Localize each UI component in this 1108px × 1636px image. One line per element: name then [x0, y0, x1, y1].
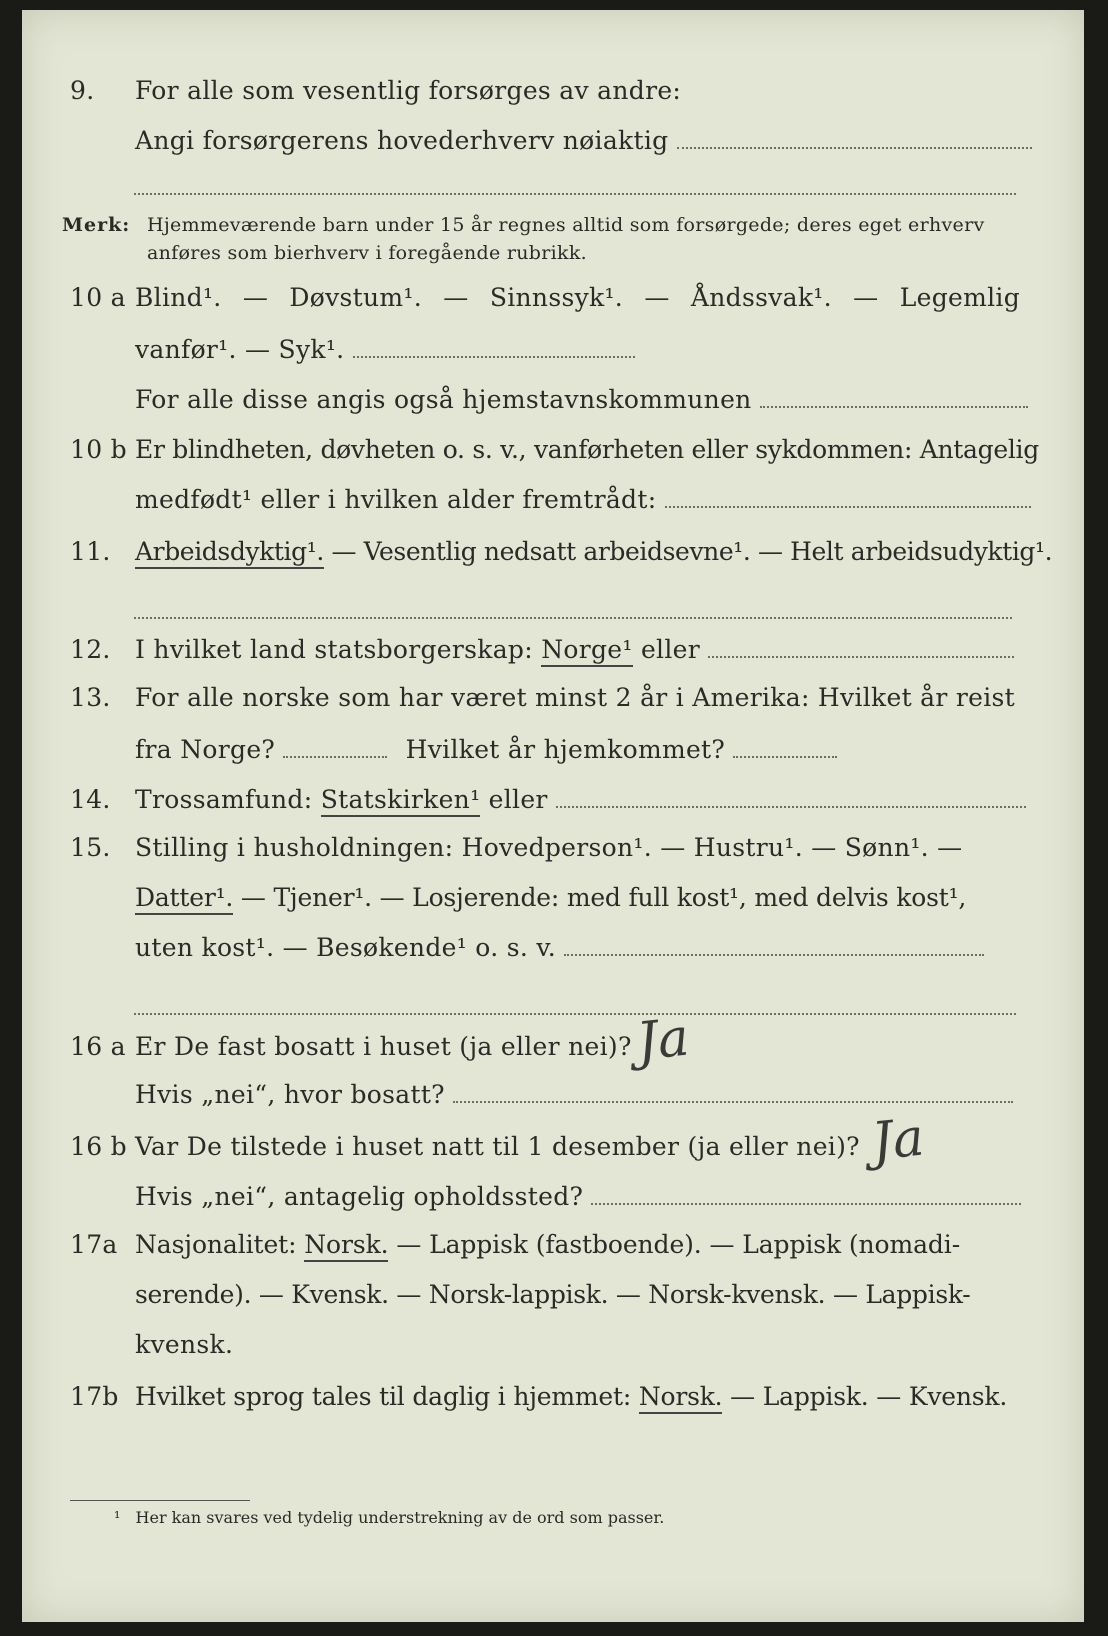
question-text: For alle norske som har været minst 2 år i Amerika: Hvilket år reist — [135, 683, 1016, 712]
question-text: — Lappisk. — Kvensk. — [722, 1382, 1008, 1411]
selected-option: Statskirken¹ — [321, 785, 481, 817]
question-number: 12. — [70, 635, 111, 664]
question-text: eller — [480, 785, 548, 814]
question-number: 9. — [70, 76, 95, 105]
answer-field[interactable] — [665, 505, 1031, 508]
question-text: I hvilket land statsborgerskap: — [135, 635, 542, 664]
question-text: Blind¹. — Døvstum¹. — Sinnssyk¹. — Åndssvak¹. — Legemlig — [135, 283, 1020, 312]
question-text: Stilling i husholdningen: Hovedperson¹. — Hustru¹. — Sønn¹. — — [135, 833, 963, 862]
question-text: — Vesentlig nedsatt arbeidsevne¹. — Helt arbeidsudyktig¹. — [323, 537, 1053, 566]
question-text: vanfør¹. — Syk¹. — [135, 335, 345, 364]
answer-field[interactable] — [733, 755, 837, 758]
answer-field[interactable] — [134, 193, 1016, 195]
answer-field[interactable] — [760, 405, 1028, 408]
question-text: uten kost¹. — Besøkende¹ o. s. v. — [135, 933, 557, 962]
footnote-mark: ¹ — [114, 1508, 121, 1527]
question-text: For alle disse angis også hjemstavnskommunen — [135, 385, 752, 414]
question-number: 16 a — [70, 1032, 126, 1061]
question-text: kvensk. — [135, 1330, 234, 1359]
handwritten-answer: Ja — [634, 1007, 692, 1073]
question-number: 17b — [70, 1382, 119, 1411]
note-text: Hjemmeværende barn under 15 år regnes alltid som forsørgede; deres eget erhverv — [147, 214, 985, 236]
footnote-text: Her kan svares ved tydelig understrekning av de ord som passer. — [135, 1508, 665, 1527]
question-text: medfødt¹ eller i hvilken alder fremtrådt: — [135, 485, 657, 514]
question-text: fra Norge? — [135, 735, 276, 764]
question-number: 13. — [70, 683, 111, 712]
answer-field[interactable] — [556, 805, 1026, 808]
question-text: Angi forsørgerens hovederhverv nøiaktig — [135, 126, 669, 155]
answer-field[interactable] — [353, 355, 635, 358]
question-number: 14. — [70, 785, 111, 814]
question-text: Var De tilstede i huset natt til 1 desember (ja eller nei)? — [135, 1132, 860, 1161]
answer-field[interactable] — [283, 755, 387, 758]
question-number: 10 b — [70, 435, 127, 464]
footnote — [114, 1508, 664, 1527]
selected-option: Datter¹. — [135, 883, 233, 915]
question-number: 10 a — [70, 283, 126, 312]
question-text: Hvis „nei“, hvor bosatt? — [135, 1080, 445, 1109]
question-text: For alle som vesentlig forsørges av andre: — [135, 76, 682, 105]
answer-field[interactable] — [134, 1013, 1016, 1015]
answer-field[interactable] — [708, 655, 1014, 658]
question-text: eller — [632, 635, 700, 664]
question-text: — Lappisk (fastboende). — Lappisk (nomadi- — [388, 1230, 961, 1259]
question-text: Er De fast bosatt i huset (ja eller nei)? — [135, 1032, 632, 1061]
answer-field[interactable] — [677, 146, 1032, 149]
selected-option: Arbeidsdyktig¹. — [135, 537, 324, 569]
selected-option: Norsk. — [304, 1230, 388, 1262]
selected-option: Norge¹ — [541, 635, 633, 667]
question-text: Nasjonalitet: — [135, 1230, 305, 1259]
question-text: — Tjener¹. — Losjerende: med full kost¹, med delvis kost¹, — [233, 883, 967, 912]
note-label: Merk: — [62, 214, 131, 236]
question-number: 15. — [70, 833, 111, 862]
answer-field[interactable] — [564, 953, 984, 956]
question-text: Hvilket år hjemkommet? — [405, 735, 726, 764]
answer-field[interactable] — [453, 1100, 1013, 1103]
answer-field[interactable] — [591, 1202, 1021, 1205]
question-text: Hvilket sprog tales til daglig i hjemmet: — [135, 1382, 639, 1411]
question-number: 11. — [70, 537, 111, 566]
handwritten-answer: Ja — [869, 1107, 927, 1173]
question-text: serende). — Kvensk. — Norsk-lappisk. — Norsk-kvensk. — Lappisk- — [135, 1280, 971, 1309]
footnote-divider — [70, 1500, 250, 1501]
question-text: Trossamfund: — [135, 785, 321, 814]
question-number: 16 b — [70, 1132, 127, 1161]
question-text: Er blindheten, døvheten o. s. v., vanførheten eller sykdommen: Antagelig — [135, 435, 1039, 464]
answer-field[interactable] — [134, 617, 1012, 619]
census-form-page — [22, 10, 1084, 1622]
note-text: anføres som bierhverv i foregående rubrikk. — [147, 242, 587, 264]
question-number: 17a — [70, 1230, 118, 1259]
selected-option: Norsk. — [639, 1382, 723, 1414]
question-text: Hvis „nei“, antagelig opholdssted? — [135, 1182, 584, 1211]
